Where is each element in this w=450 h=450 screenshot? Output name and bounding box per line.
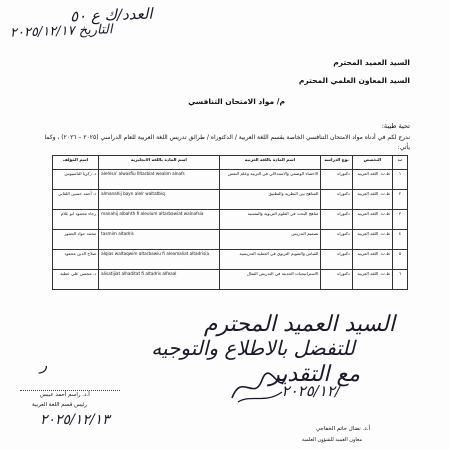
- table-row: [53, 270, 408, 290]
- handwritten-note-line3: مع التقدير: [269, 362, 360, 387]
- cell-study-type: دكتوراه: [321, 190, 352, 210]
- cell-subject-arabic: الاستراتيجيات الحديثة في التدريس الفعال: [219, 270, 321, 290]
- cell-subject-english: alehlsa' alwasfiu llltarbiat wealim alnafs: [99, 170, 219, 190]
- cell-author: د. أحمد حسين اللقاني: [53, 190, 99, 210]
- table-header-row: [53, 156, 408, 170]
- cell-subject-arabic: تصميم التدريس: [219, 230, 321, 250]
- cell-index: ٦: [393, 270, 408, 290]
- cell-subject-english: manahij albahth fi aleulum altarbawiat walnafsia: [99, 210, 219, 230]
- cell-specialization: ط.ت. اللغة العربية: [352, 210, 392, 230]
- cell-subject-arabic: مناهج البحث في العلوم التربوية والنفسية: [219, 210, 321, 230]
- handwritten-note-line2: للتفضل بالاطلاع والتوجيه: [151, 336, 355, 360]
- cell-study-type: دكتوراه: [321, 250, 352, 270]
- cell-author: محمد جواد الحموز: [53, 230, 99, 250]
- handwritten-left-signature: ر: [40, 356, 48, 374]
- cell-author: د. محسن علي عطية: [53, 270, 99, 290]
- stamp-name: أ.د. نضال حاتم الخفاجي: [315, 426, 370, 432]
- cell-specialization: ط.ت. اللغة العربية: [352, 250, 392, 270]
- signature-line: [20, 390, 120, 391]
- header-index: ت: [393, 156, 408, 170]
- cell-specialization: ط.ت. اللغة العربية: [352, 170, 392, 190]
- address-assistant: السيد المعاون العلمي المحترم: [298, 76, 410, 85]
- handwritten-note-date: ٢٠٢٥/١٢/: [281, 382, 340, 400]
- department-head-name: أ.د. راسم أحمد عبيس: [40, 392, 90, 398]
- header-subject-arabic: اسم المادة باللغة العربية: [219, 156, 321, 170]
- cell-author: د. زكريا الناسيوس: [53, 170, 99, 190]
- table-row: [53, 230, 408, 250]
- cell-specialization: ط.ت. اللغة العربية: [352, 230, 392, 250]
- handwritten-ref-number: العدد/ك ع ٥٠: [69, 4, 153, 26]
- cell-index: ١: [393, 170, 408, 190]
- cell-specialization: ط.ت. اللغة العربية: [352, 270, 392, 290]
- table-row: [53, 170, 408, 190]
- exam-subjects-table: [52, 155, 408, 290]
- stamp-role: معاون العميد للشؤون العلمية: [301, 437, 362, 443]
- cell-study-type: دكتوراه: [321, 270, 352, 290]
- cell-subject-arabic: القياس والتقويم التربوي في العملية التدريسية: [219, 250, 321, 270]
- greeting: تحية طيبة:: [381, 122, 410, 130]
- cell-specialization: ط.ت. اللغة العربية: [352, 190, 392, 210]
- cell-study-type: دكتوراه: [321, 230, 352, 250]
- handwritten-left-date: ٢٠٢٥/١٢/١٣: [40, 412, 110, 428]
- table-row: [53, 210, 408, 230]
- cell-author: رجاء محمود ابو علام: [53, 210, 99, 230]
- cell-index: ٥: [393, 250, 408, 270]
- cell-subject-english: tasmim altadris: [99, 230, 219, 250]
- department-head-role: رئيس قسم اللغة العربية: [32, 402, 87, 408]
- body-paragraph: ندرج لكم في أدناه مواد الامتحان التنافسي الخاصة بقسم اللغة العربية / الدكتوراه / طرائق تدريس اللغة العربية للعام الدراسي (٢٠٢٥ – ٢٠٢٦) ، وكما يأتي:: [44, 134, 410, 151]
- handwritten-date: التاريخ ٢٠٢٥/١٢/١٧: [9, 22, 113, 41]
- cell-subject-arabic: الاحصاء الوصفي والاستدلالي في التربية وعلم النفس: [219, 170, 321, 190]
- cell-author: صلاح الدين محمود: [53, 250, 99, 270]
- header-study-type: نوع الدراسة: [321, 156, 352, 170]
- signature-scribble-icon: [228, 368, 290, 406]
- header-subject-english: اسم المادة باللغة الانجليزية: [99, 156, 219, 170]
- cell-index: ٣: [393, 210, 408, 230]
- cell-study-type: دكتوراه: [321, 210, 352, 230]
- handwritten-note-line1: السيد العميد المحترم: [203, 312, 395, 337]
- cell-subject-arabic: المناهج بين النظرية والتطبيق: [219, 190, 321, 210]
- header-specialization: التخصص: [352, 156, 392, 170]
- table-row: [53, 190, 408, 210]
- cell-subject-english: alqias waltaqwim altarbawiu fi aleamaliat altadrisia: [99, 250, 219, 270]
- cell-index: ٤: [393, 230, 408, 250]
- cell-subject-english: almanahij bayn alelr waltatbiq: [99, 190, 219, 210]
- table-row: [53, 250, 408, 270]
- subject-line: م/ مواد الامتحان التنافسي: [188, 97, 285, 106]
- cell-subject-english: alisatijiat alhaditat fi altadris alfeaal: [99, 270, 219, 290]
- cell-study-type: دكتوراه: [321, 170, 352, 190]
- address-dean: السيد العميد المحترم: [333, 58, 410, 67]
- cell-index: ٢: [393, 190, 408, 210]
- header-author: اسم المؤلف: [53, 156, 99, 170]
